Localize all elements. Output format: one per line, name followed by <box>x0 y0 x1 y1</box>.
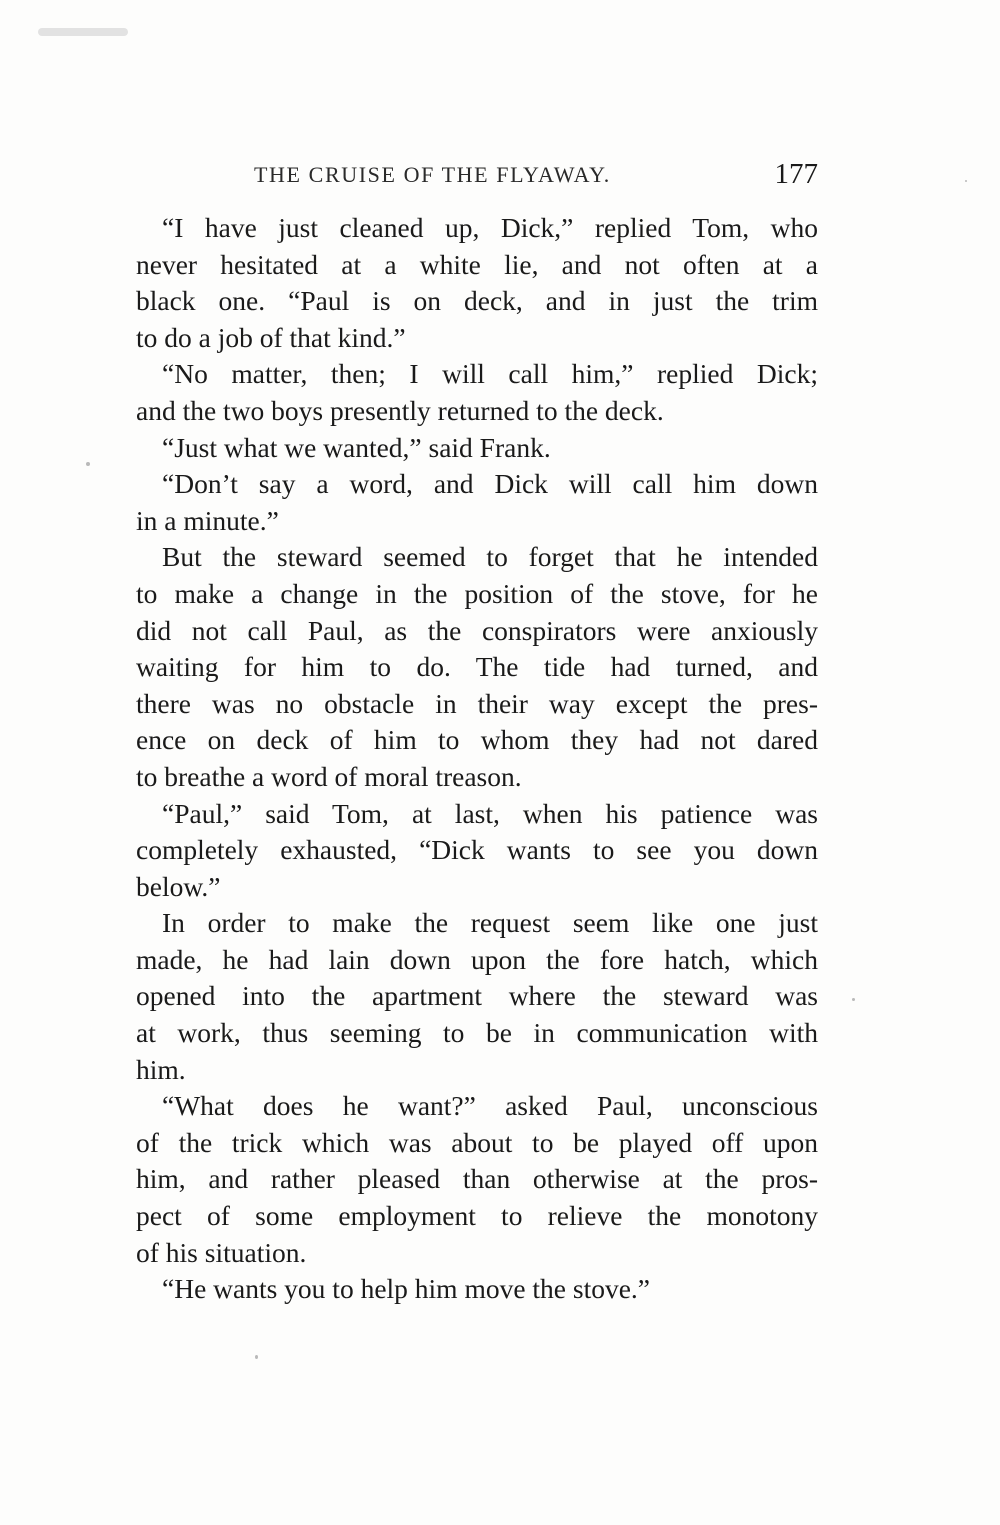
scan-speck <box>852 998 855 1001</box>
text-line: pect of some employment to relieve the monotony <box>136 1200 818 1232</box>
scan-speck <box>86 462 90 466</box>
text-line: to make a change in the position of the stove, for he <box>136 577 818 609</box>
text-line: there was no obstacle in their way except the pres- <box>136 687 818 719</box>
text-line: black one. “Paul is on deck, and in just the trim <box>136 285 818 317</box>
text-line: “What does he want?” asked Paul, unconscious <box>162 1090 818 1122</box>
text-line: at work, thus seeming to be in communication with <box>136 1017 818 1049</box>
page-header <box>136 158 818 194</box>
text-line: “Don’t say a word, and Dick will call him down <box>162 468 818 500</box>
paragraph <box>136 539 818 795</box>
paragraph <box>136 430 818 467</box>
text-line: in a minute.” <box>136 504 279 536</box>
paragraph <box>136 796 818 906</box>
body-text <box>136 210 818 1308</box>
paragraph <box>136 210 818 356</box>
text-line: him, and rather pleased than otherwise at the pros- <box>136 1163 818 1195</box>
scan-speck <box>965 180 967 182</box>
text-line: “Just what we wanted,” said Frank. <box>162 431 551 463</box>
paragraph <box>136 905 818 1088</box>
scan-speck <box>255 1355 258 1359</box>
text-line: completely exhausted, “Dick wants to see you down <box>136 834 818 866</box>
scan-speck <box>38 28 128 36</box>
text-line: In order to make the request seem like one just <box>162 907 818 939</box>
text-line: to breathe a word of moral treason. <box>136 760 522 792</box>
text-line: “No matter, then; I will call him,” replied Dick; <box>162 358 818 390</box>
text-line: made, he had lain down upon the fore hatch, which <box>136 943 818 975</box>
text-line: him. <box>136 1053 186 1085</box>
paragraph <box>136 466 818 539</box>
text-line: waiting for him to do. The tide had turned, and <box>136 651 818 683</box>
text-line: of the trick which was about to be played off upon <box>136 1126 818 1158</box>
text-line: below.” <box>136 870 221 902</box>
text-line: to do a job of that kind.” <box>136 321 406 353</box>
text-line: “Paul,” said Tom, at last, when his patience was <box>162 797 818 829</box>
text-line: ence on deck of him to whom they had not dared <box>136 724 818 756</box>
paragraph <box>136 1271 818 1308</box>
text-line: “I have just cleaned up, Dick,” replied Tom, who <box>162 212 818 243</box>
text-line: But the steward seemed to forget that he intended <box>162 541 818 573</box>
text-line: of his situation. <box>136 1236 307 1268</box>
text-line: opened into the apartment where the steward was <box>136 980 818 1012</box>
paragraph <box>136 356 818 429</box>
text-line: “He wants you to help him move the stove.” <box>162 1273 651 1305</box>
page-number: 177 <box>774 158 818 190</box>
running-title: THE CRUISE OF THE FLYAWAY. <box>254 162 611 187</box>
paragraph <box>136 1088 818 1271</box>
text-line: and the two boys presently returned to the deck. <box>136 394 664 426</box>
text-line: never hesitated at a white lie, and not often at a <box>136 248 818 280</box>
text-line: did not call Paul, as the conspirators were anxiously <box>136 614 818 646</box>
